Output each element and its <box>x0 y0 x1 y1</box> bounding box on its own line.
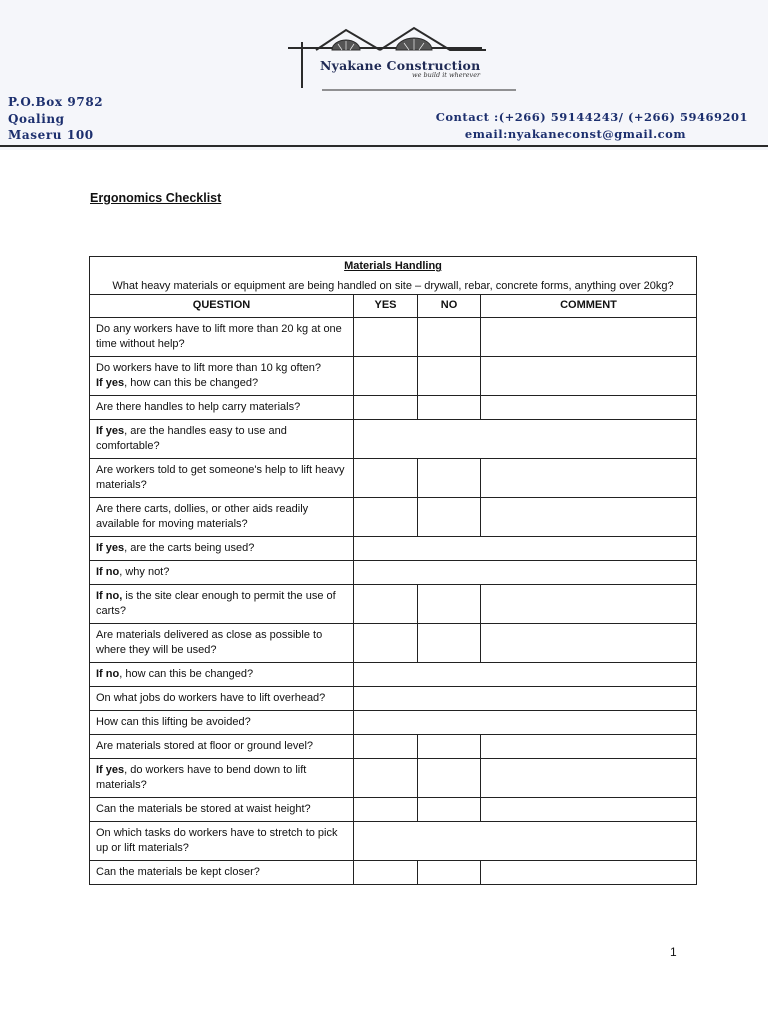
question-text: Do workers have to lift more than 10 kg often? <box>96 361 322 374</box>
question-cell <box>90 420 354 459</box>
no-cell[interactable] <box>418 861 481 885</box>
column-header-question: QUESTION <box>90 295 354 318</box>
table-row <box>90 735 697 759</box>
comment-cell[interactable] <box>481 861 697 885</box>
table-row <box>90 318 697 357</box>
contact-email: email:nyakaneconst@gmail.com <box>464 127 686 141</box>
question-cell <box>90 663 354 687</box>
comment-cell[interactable] <box>481 798 697 822</box>
document-title: Ergonomics Checklist <box>90 191 222 205</box>
checklist-rows <box>90 318 697 885</box>
question-cell <box>90 798 354 822</box>
answer-cell[interactable] <box>354 711 697 735</box>
question-cell <box>90 735 354 759</box>
comment-cell[interactable] <box>481 759 697 798</box>
page-number: 1 <box>670 945 677 959</box>
table-row <box>90 459 697 498</box>
table-row <box>90 498 697 537</box>
answer-cell[interactable] <box>354 537 697 561</box>
comment-cell[interactable] <box>481 735 697 759</box>
question-text: Are materials stored at floor or ground level? <box>96 739 314 752</box>
section-description: What heavy materials or equipment are being handled on site – drywall, rebar, concrete forms, anything over 20kg? <box>112 279 674 292</box>
table-row <box>90 822 697 861</box>
question-text: On which tasks do workers have to stretch to pick up or lift materials? <box>96 826 338 854</box>
question-condition-label: If yes <box>96 377 125 389</box>
question-cell <box>90 861 354 885</box>
no-cell[interactable] <box>418 459 481 498</box>
comment-cell[interactable] <box>481 585 697 624</box>
question-text: Can the materials be stored at waist height? <box>96 802 311 815</box>
question-condition-label: If yes <box>96 541 125 554</box>
question-text: is the site clear enough to permit the use of carts? <box>96 589 336 617</box>
comment-cell[interactable] <box>481 318 697 357</box>
answer-cell[interactable] <box>354 822 697 861</box>
address-line-3: Maseru 100 <box>8 128 94 142</box>
answer-cell[interactable] <box>354 687 697 711</box>
address-line-2: Qoaling <box>8 112 65 126</box>
column-header-row <box>90 295 697 318</box>
column-header-yes: YES <box>354 295 418 318</box>
table-row <box>90 687 697 711</box>
comment-cell[interactable] <box>481 396 697 420</box>
table-row <box>90 711 697 735</box>
answer-cell[interactable] <box>354 663 697 687</box>
table-row <box>90 759 697 798</box>
no-cell[interactable] <box>418 759 481 798</box>
answer-cell[interactable] <box>354 420 697 459</box>
column-header-comment: COMMENT <box>481 295 697 318</box>
question-text: , how can this be changed? <box>124 377 259 389</box>
question-text: , are the carts being used? <box>124 541 255 554</box>
table-row <box>90 420 697 459</box>
yes-cell[interactable] <box>354 357 418 396</box>
table-row <box>90 663 697 687</box>
no-cell[interactable] <box>418 498 481 537</box>
question-text: , why not? <box>119 565 170 578</box>
question-cell <box>90 357 354 396</box>
yes-cell[interactable] <box>354 861 418 885</box>
question-condition-label: If yes <box>96 424 125 437</box>
yes-cell[interactable] <box>354 459 418 498</box>
comment-cell[interactable] <box>481 624 697 663</box>
question-cell <box>90 624 354 663</box>
yes-cell[interactable] <box>354 498 418 537</box>
question-cell <box>90 759 354 798</box>
address-line-1: P.O.Box 9782 <box>8 95 104 109</box>
yes-cell[interactable] <box>354 759 418 798</box>
letterhead-divider <box>0 145 768 147</box>
no-cell[interactable] <box>418 798 481 822</box>
company-tagline: we build it wherever <box>412 71 481 79</box>
table-row <box>90 537 697 561</box>
column-header-no: NO <box>418 295 481 318</box>
company-logo-icon <box>286 20 526 92</box>
yes-cell[interactable] <box>354 624 418 663</box>
no-cell[interactable] <box>418 396 481 420</box>
question-text: Are there carts, dollies, or other aids readily available for moving materials? <box>96 502 309 530</box>
section-header-cell <box>90 257 697 295</box>
table-row <box>90 561 697 585</box>
question-condition-label: If no, <box>96 589 123 602</box>
table-row <box>90 396 697 420</box>
question-cell <box>90 711 354 735</box>
question-text: Can the materials be kept closer? <box>96 865 260 878</box>
no-cell[interactable] <box>418 357 481 396</box>
yes-cell[interactable] <box>354 798 418 822</box>
question-cell <box>90 822 354 861</box>
comment-cell[interactable] <box>481 498 697 537</box>
table-row <box>90 861 697 885</box>
answer-cell[interactable] <box>354 561 697 585</box>
question-text: , are the handles easy to use and comfortable? <box>96 424 287 452</box>
table-row <box>90 798 697 822</box>
table-row <box>90 624 697 663</box>
question-cell <box>90 318 354 357</box>
question-cell <box>90 561 354 585</box>
table-row <box>90 357 697 396</box>
yes-cell[interactable] <box>354 735 418 759</box>
question-cell <box>90 459 354 498</box>
question-cell <box>90 498 354 537</box>
company-name: Nyakane Construction <box>320 58 481 73</box>
no-cell[interactable] <box>418 624 481 663</box>
question-text: , do workers have to bend down to lift materials? <box>96 763 307 791</box>
yes-cell[interactable] <box>354 585 418 624</box>
question-condition-label: If no <box>96 667 120 680</box>
question-text: Are there handles to help carry materials? <box>96 400 301 413</box>
comment-cell[interactable] <box>481 459 697 498</box>
no-cell[interactable] <box>418 585 481 624</box>
letterhead <box>0 0 768 150</box>
question-text: Do any workers have to lift more than 20 kg at one time without help? <box>96 322 342 350</box>
question-text: , how can this be changed? <box>119 667 254 680</box>
no-cell[interactable] <box>418 735 481 759</box>
table-row <box>90 585 697 624</box>
question-cell <box>90 537 354 561</box>
yes-cell[interactable] <box>354 318 418 357</box>
section-header-row <box>90 257 697 295</box>
question-cell <box>90 687 354 711</box>
question-text: Are workers told to get someone's help to lift heavy materials? <box>96 463 345 491</box>
ergonomics-checklist-table <box>89 256 697 885</box>
no-cell[interactable] <box>418 318 481 357</box>
question-condition-label: If no <box>96 565 120 578</box>
question-text: How can this lifting be avoided? <box>96 715 251 728</box>
comment-cell[interactable] <box>481 357 697 396</box>
section-title: Materials Handling <box>344 260 442 272</box>
question-text: Are materials delivered as close as possible to where they will be used? <box>96 628 323 656</box>
question-cell <box>90 396 354 420</box>
contact-phone: Contact :(+266) 59144243/ (+266) 59469201 <box>435 110 748 124</box>
yes-cell[interactable] <box>354 396 418 420</box>
question-condition-label: If yes <box>96 763 125 776</box>
question-cell <box>90 585 354 624</box>
question-text: On what jobs do workers have to lift overhead? <box>96 691 326 704</box>
